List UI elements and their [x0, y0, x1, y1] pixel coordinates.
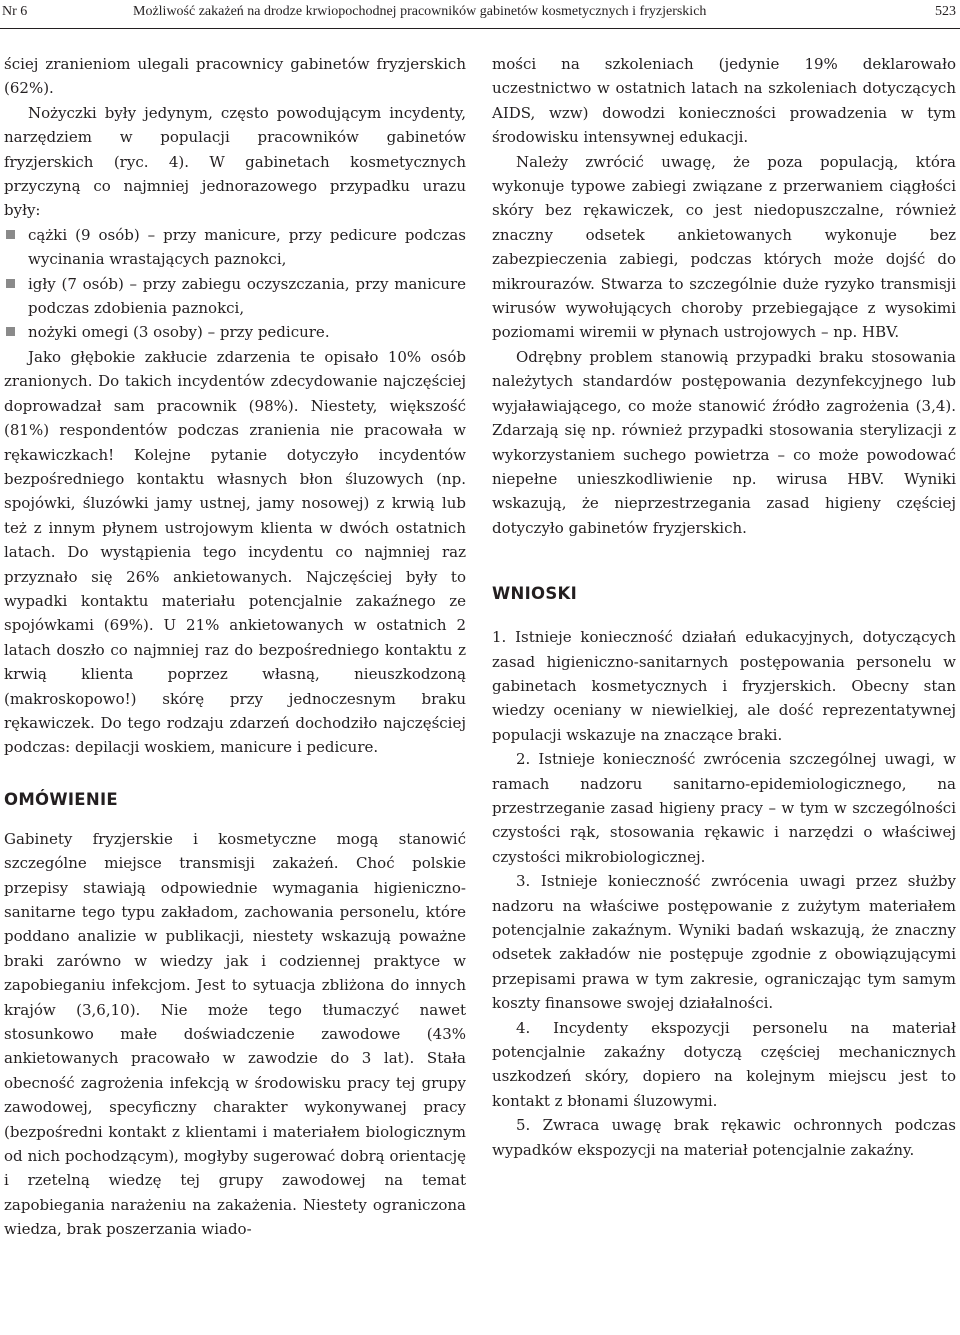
- conclusion-item: 4. Incydenty ekspozycji personelu na materiał potencjalnie zakaźny dotyczą częściej mechanicznych uszkodzeń skóry, dopiero na kolejnym miejscu jest to kontakt z błonami śluzowymi.: [492, 1018, 956, 1110]
- section-heading-omowienie: OMÓWIENIE: [4, 789, 119, 809]
- paragraph: Gabinety fryzjerskie i kosmetyczne mogą stanowić szczególne miejsce transmisji zakażeń. Choć polskie przepisy stawiają odpowiednie wymagania higieniczno-sanitarne tego typu zakładom, zachowania personelu, które poddano analizie w publikacji, niestety wskazują poważne braki zarówno w wiedzy jak i codziennej praktyce w zapobieganiu infekcjom. Jest to sytuacja zbliżona do innych krajów (3,6,10). Nie może tego tłumaczyć nawet stosunkowo małe doświadczenie zawodowe (43% ankietowanych pracowało w zawodzie do 3 lat). Stała obecność zagrożenia infekcją w środowisku pracy tej grupy zawodowej, specyficzny charakter wykonywanej pracy (bezpośredni kontakt z klientami i materiałem biologicznym od nich pochodzącym), mogłyby sugerować dobrą orientację i rzetelną wiedzę tej grupy zawodowej na temat zapobiegania narażeniu na zakażenia. Niestety ograniczona wiedza, brak poszerzania wiado-: [4, 829, 466, 1239]
- paragraph: Nożyczki były jedynym, często powodującym incydenty, narzędziem w populacji pracowników gabinetów fryzjerskich (ryc. 4). W gabinetach kosmetycznych przyczyną co najmniej jednorazowego przypadku urazu były:: [4, 103, 466, 220]
- conclusion-item: 2. Istnieje konieczność zwrócenia szczególnej uwagi, w ramach nadzoru sanitarno-epidemiologicznego, na przestrzeganie zasad higieny pracy – w tym w szczególności czystości rąk, stosowania rękawic i narzędzi o właściwej czystości mikrobiologicznej.: [492, 750, 956, 866]
- paragraph: Należy zwrócić uwagę, że poza populacją, która wykonuje typowe zabiegi związane z przerwaniem ciągłości skóry bez rękawiczek, co jest niedopuszczalne, również znaczny odsetek ankietowanych wykonuje bez zabezpieczenia zabiegi, podczas których może dojść do mikrourazów. Stwarza to szczególnie duże ryzyko transmisji wirusów wywołujących choroby przebiegające z wysokimi poziomami wiremii w płynach ustrojowych – np. HBV.: [492, 152, 956, 342]
- right-column: [492, 52, 956, 1162]
- issue-number: Nr 6: [2, 4, 28, 19]
- list-item: [4, 320, 466, 344]
- list-item: [4, 272, 466, 321]
- paragraph: mości na szkoleniach (jedynie 19% deklarowało uczestnictwo w ostatnich latach na szkoleniach dotyczących AIDS, wzw) dowodzi konieczności prowadzenia w tym środowisku intensywnej edukacji.: [492, 55, 956, 147]
- list-item-text: cążki (9 osób) – przy manicure, przy pedicure podczas wycinania wrastających paznokci,: [28, 225, 466, 269]
- running-title: Możliwość zakażeń na drodze krwiopochodnej pracowników gabinetów kosmetycznych i fryzjerskich: [133, 4, 707, 19]
- bullet-square-icon: [6, 230, 15, 239]
- conclusion-item: 3. Istnieje konieczność zwrócenia uwagi przez służby nadzoru na właściwe postępowanie z zużytym materiałem potencjalnie zakaźnym. Wyniki badań wskazują, że znaczny odsetek zakładów nie postępuje zgodnie z obowiązującymi przepisami prawa w tym zakresie, ograniczając tym samym koszty finansowe swojej działalności.: [492, 872, 956, 1013]
- header-rule: [0, 28, 960, 29]
- left-column: [4, 52, 466, 1242]
- list-item: [4, 223, 466, 272]
- paragraph: ściej zranieniom ulegali pracownicy gabinetów fryzjerskich (62%).: [4, 55, 466, 98]
- conclusion-item: 1. Istnieje konieczność działań edukacyjnych, dotyczących zasad higieniczno-sanitarnych postępowania personelu w gabinetach kosmetycznych i fryzjerskich. Obecny stan wiedzy oceniany w niewielkiej, ale dość reprezentatywnej populacji wskazuje na znaczące braki.: [492, 628, 956, 744]
- paragraph: Jako głębokie zakłucie zdarzenia te opisało 10% osób zranionych. Do takich incydentów zdecydowanie najczęściej doprowadzał sam pracownik (98%). Niestety, większość (81%) respondentów podczas zranienia nie pracowała w rękawiczkach! Kolejne pytanie dotyczyło incydentów bezpośredniego kontaktu własnych błon śluzowych (np. spojówki, śluzówki jamy ustnej, jamy nosowej) z krwią lub też z innym płynem ustrojowym klienta w dwóch ostatnich latach. Do wystąpienia tego incydentu co najmniej raz przyznało się 26% ankietowanych. Najczęściej były to wypadki kontaktu materiału potencjalnie zakaźnego ze spojówkami (69%). U 21% ankietowanych w ostatnich 2 latach doszło co najmniej raz do bezpośredniego kontaktu z krwią klienta poprzez własną, nieuszkodzoną (makroskopowo!) skórę przy jednoczesnym braku rękawiczek. Do tego rodzaju zdarzeń dochodziło najczęściej podczas: depilacji woskiem, manicure i pedicure.: [4, 347, 466, 757]
- paragraph: Odrębny problem stanowią przypadki braku stosowania należytych standardów postępowania dezynfekcyjnego lub wyjaławiającego, co może stanowić źródło zagrożenia (3,4). Zdarzają się np. również przypadki stosowania sterylizacji z wykorzystaniem suchego powietrza – co może powodować niepełne unieszkodliwienie np. wirusa HBV. Wyniki wskazują, że nieprzestrzegania zasad higieny częściej dotyczyło gabinetów fryzjerskich.: [492, 347, 956, 537]
- conclusion-item: 5. Zwraca uwagę brak rękawic ochronnych podczas wypadków ekspozycji na materiał potencjalnie zakaźny.: [492, 1116, 956, 1159]
- bullet-square-icon: [6, 327, 15, 336]
- section-heading-wnioski: WNIOSKI: [492, 584, 578, 604]
- list-item-text: nożyki omegi (3 osoby) – przy pedicure.: [28, 323, 330, 342]
- running-header: [0, 0, 960, 28]
- page-number: 523: [935, 4, 956, 19]
- list-item-text: igły (7 osób) – przy zabiegu oczyszczania, przy manicure podczas zdobienia paznokci,: [28, 274, 466, 318]
- bullet-square-icon: [6, 279, 15, 288]
